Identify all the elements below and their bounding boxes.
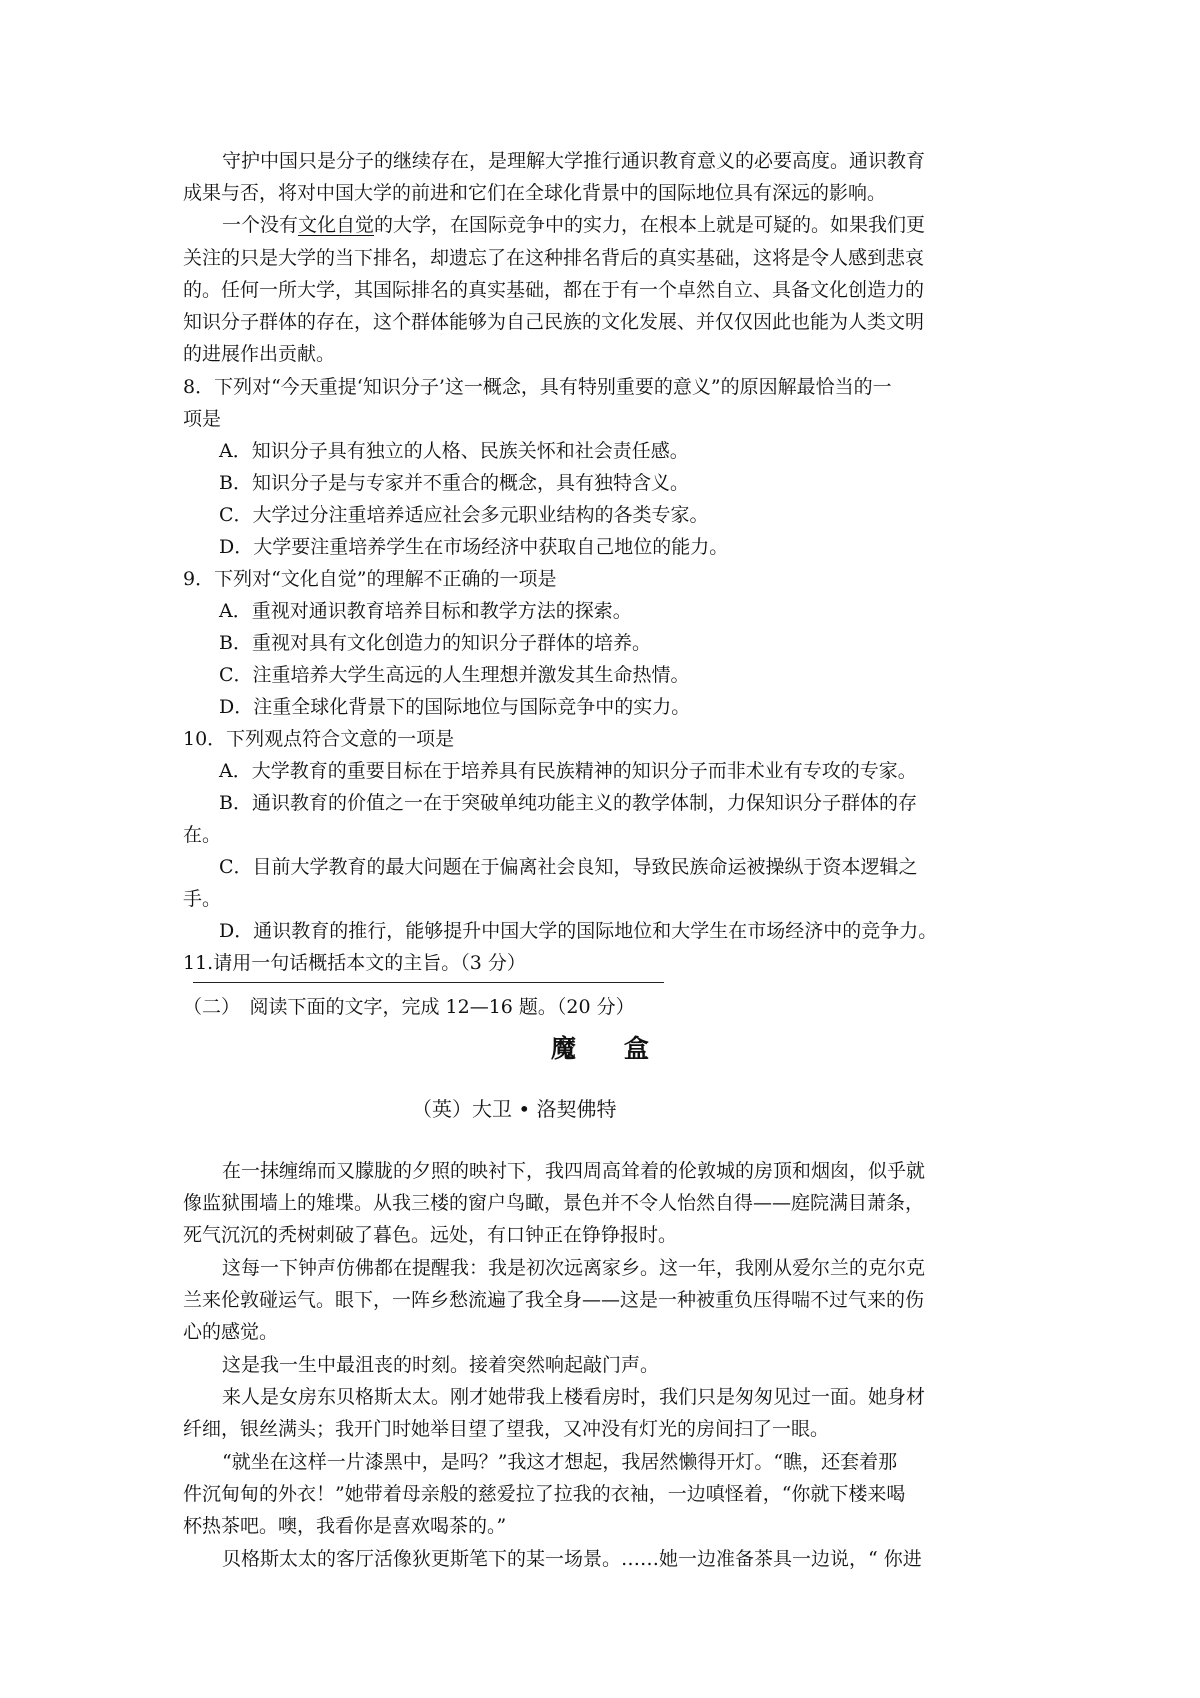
passage-line: 关注的只是大学的当下排名，却遗忘了在这种排名背后的真实基础，这将是令人感到悲哀 bbox=[183, 247, 925, 269]
story-line: 纤细，银丝满头；我开门时她举目望了望我，又冲没有灯光的房间扫了一眼。 bbox=[183, 1418, 830, 1440]
passage-text: 一个没有 bbox=[222, 214, 299, 236]
passage-line: 的。任何一所大学，其国际排名的真实基础，都在于有一个卓然自立、具备文化创造力的 bbox=[183, 279, 925, 301]
option-a: A．知识分子具有独立的人格、民族关怀和社会责任感。 bbox=[219, 440, 689, 462]
title-char: 盒 bbox=[624, 1034, 650, 1063]
option-d: D．大学要注重培养学生在市场经济中获取自己地位的能力。 bbox=[219, 536, 729, 558]
option-c-cont: 手。 bbox=[183, 888, 222, 910]
story-line: “就坐在这样一片漆黑中，是吗？”我这才想起，我居然懒得开灯。“瞧，还套着那 bbox=[222, 1451, 898, 1473]
story-line: 死气沉沉的秃树刺破了暮色。远处，有口钟正在铮铮报时。 bbox=[183, 1224, 678, 1246]
option-c: C．目前大学教育的最大问题在于偏离社会良知，导致民族命运被操纵于资本逻辑之 bbox=[219, 856, 918, 878]
story-line: 兰来伦敦碰运气。眼下，一阵乡愁流遍了我全身——这是一种被重负压得喘不过气来的伤 bbox=[183, 1289, 925, 1311]
story-title bbox=[0, 1032, 1200, 1066]
option-b-cont: 在。 bbox=[183, 824, 222, 846]
option-d: D．注重全球化背景下的国际地位与国际竞争中的实力。 bbox=[219, 696, 691, 718]
question-11: 11.请用一句话概括本文的主旨。（3 分） bbox=[183, 952, 526, 974]
question-10: 10．下列观点符合文意的一项是 bbox=[183, 728, 455, 750]
story-line: 心的感觉。 bbox=[183, 1321, 279, 1343]
story-line: 杯热茶吧。噢，我看你是喜欢喝茶的。” bbox=[183, 1515, 507, 1537]
story-line: 贝格斯太太的客厅活像狄更斯笔下的某一场景。……她一边准备茶具一边说，“ 你进 bbox=[222, 1548, 922, 1570]
option-d: D．通识教育的推行，能够提升中国大学的国际地位和大学生在市场经济中的竞争力。 bbox=[219, 920, 938, 942]
option-a: A．大学教育的重要目标在于培养具有民族精神的知识分子而非术业有专攻的专家。 bbox=[219, 760, 917, 782]
passage-line: 守护中国只是分子的继续存在，是理解大学推行通识教育意义的必要高度。通识教育 bbox=[222, 150, 926, 172]
option-a: A．重视对通识教育培养目标和教学方法的探索。 bbox=[219, 600, 632, 622]
story-line: 这是我一生中最沮丧的时刻。接着突然响起敲门声。 bbox=[222, 1354, 660, 1376]
question-8: 8．下列对“今天重提‘知识分子’这一概念，具有特别重要的意义”的原因解最恰当的一 bbox=[183, 376, 892, 398]
title-char: 魔 bbox=[550, 1034, 576, 1063]
story-line: 在一抹缠绵而又朦胧的夕照的映衬下，我四周高耸着的伦敦城的房顶和烟囱，似乎就 bbox=[222, 1160, 926, 1182]
option-c: C．大学过分注重培养适应社会多元职业结构的各类专家。 bbox=[219, 504, 709, 526]
passage-text: 的大学，在国际竞争中的实力，在根本上就是可疑的。如果我们更 bbox=[374, 214, 926, 236]
passage-line: 知识分子群体的存在，这个群体能够为自己民族的文化发展、并仅仅因此也能为人类文明 bbox=[183, 311, 925, 333]
story-line: 像监狱围墙上的雉堞。从我三楼的窗户鸟瞰，景色并不令人怡然自得——庭院满目萧条， bbox=[183, 1192, 925, 1214]
story-line: 来人是女房东贝格斯太太。刚才她带我上楼看房时，我们只是匆匆见过一面。她身材 bbox=[222, 1386, 926, 1408]
story-author: （英）大卫 • 洛契佛特 bbox=[412, 1097, 617, 1121]
option-b: B．重视对具有文化创造力的知识分子群体的培养。 bbox=[219, 632, 651, 654]
story-line: 件沉甸甸的外衣！”她带着母亲般的慈爱拉了拉我的衣袖，一边嗔怪着，“你就下楼来喝 bbox=[183, 1483, 906, 1505]
question-8-cont: 项是 bbox=[183, 408, 222, 430]
passage-line: 的进展作出贡献。 bbox=[183, 343, 336, 365]
passage-line bbox=[222, 210, 925, 240]
option-b: B．知识分子是与专家并不重合的概念，具有独特含义。 bbox=[219, 472, 689, 494]
option-c: C．注重培养大学生高远的人生理想并激发其生命热情。 bbox=[219, 664, 690, 686]
question-9: 9．下列对“文化自觉”的理解不正确的一项是 bbox=[183, 568, 557, 590]
option-b: B．通识教育的价值之一在于突破单纯功能主义的教学体制，力保知识分子群体的存 bbox=[219, 792, 917, 814]
section-heading: （二） 阅读下面的文字，完成 12—16 题。（20 分） bbox=[183, 996, 635, 1018]
story-line: 这每一下钟声仿佛都在提醒我：我是初次远离家乡。这一年，我刚从爱尔兰的克尔克 bbox=[222, 1257, 926, 1279]
passage-line: 成果与否，将对中国大学的前进和它们在全球化背景中的国际地位具有深远的影响。 bbox=[183, 182, 887, 204]
underlined-term: 文化自觉 bbox=[298, 214, 375, 236]
answer-line bbox=[193, 982, 664, 983]
